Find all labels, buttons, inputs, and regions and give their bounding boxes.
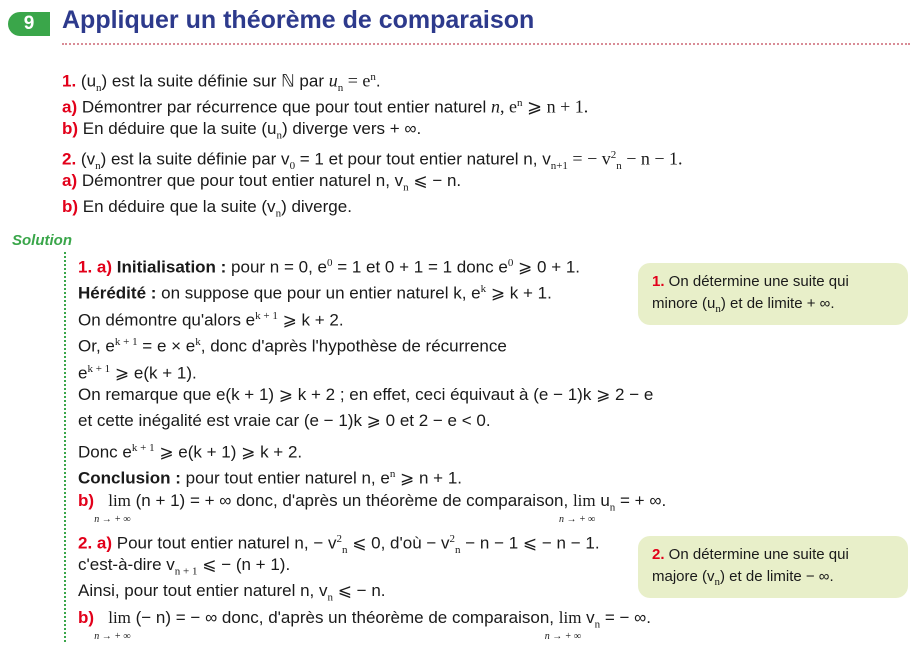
sol-l7-text: et cette inégalité est vraie car (e − 1)k ⩾ 0 et 2 − e < 0. (78, 411, 491, 431)
q2-text: (v (76, 149, 96, 169)
hint-2-number: 2. (652, 546, 665, 563)
solution-bar (64, 252, 66, 642)
sol-l10-sub: n (609, 500, 616, 513)
sol-line-5 (78, 356, 718, 382)
sol-l4-text: Or, e (78, 336, 115, 356)
sol-l14-lim2-word: lim (558, 607, 582, 627)
statement-b1 (62, 116, 912, 142)
sol-line-10 (78, 488, 718, 526)
sol-l1-text3: ⩾ 0 + 1. (513, 257, 581, 277)
hint-1-number: 1. (652, 273, 665, 290)
exercise-statement (62, 64, 912, 220)
q1-formula: u (328, 70, 338, 91)
hint-1-text2b: ) et de limite + ∞. (720, 295, 835, 312)
sol-l2-text2: ⩾ k + 1. (486, 284, 552, 304)
sol-l10-text2: u (595, 490, 610, 510)
sol-l14-lim2-sub: n → + ∞ (544, 630, 582, 642)
sol-l11-text2: ⩽ 0, d'où − v (347, 533, 450, 553)
sol-l1-sup: 0 (326, 257, 333, 269)
a2-rest: ⩽ − n. (408, 171, 462, 190)
solution-label: Solution (12, 232, 72, 249)
a1-label: a) (62, 97, 78, 117)
a1-sup: n (517, 97, 523, 109)
hint-1-text2a: minore (u (652, 295, 716, 312)
sol-l13-sub: n (327, 591, 333, 604)
b1-rest: ) diverge vers + ∞. (282, 119, 422, 138)
sol-l4-text2: = e × e (137, 336, 196, 356)
sol-line-14 (78, 605, 718, 641)
sol-l12-sub: n + 1 (174, 565, 198, 578)
sol-line-3 (78, 303, 718, 329)
q2-text5: − n − 1. (621, 148, 683, 169)
hint-note-2 (638, 536, 908, 598)
sol-l9-sup: n (389, 468, 396, 481)
exercise-title: Appliquer un théorème de comparaison (62, 6, 535, 34)
sol-l10-text3: = + ∞. (615, 490, 667, 510)
sol-line-12 (78, 552, 718, 578)
hint-2-text2b: ) et de limite − ∞. (720, 568, 834, 585)
sol-l11-sub2: n (455, 543, 461, 556)
b2-text: En déduire que la suite (v (78, 197, 276, 216)
sol-l11-sup2: 2 (449, 532, 456, 545)
q1-text: ) est la suite définie sur ℕ par (101, 71, 329, 91)
sol-line-13 (78, 578, 718, 604)
b1-text: En déduire que la suite (u (78, 119, 277, 138)
sol-line-1 (78, 250, 718, 276)
hint-2-line-1 (652, 544, 894, 566)
sol-heredite-label: Hérédité : (78, 284, 157, 304)
sol-l1-text: pour n = 0, e (226, 257, 327, 277)
sol-l5-text: e (78, 363, 88, 383)
q1-number: 1. (62, 71, 77, 91)
q1-formula-rest: = e (343, 70, 371, 91)
exercise-number-badge: 9 (8, 12, 50, 36)
hint-1-text: On détermine une suite qui (664, 273, 849, 290)
a1-text: Démontrer par récurrence que pour tout entier naturel (77, 97, 492, 117)
q2-sup2: 2 (610, 149, 617, 161)
sol-l10-text: (n + 1) = + ∞ donc, d'après un théorème de comparaison, (130, 490, 573, 510)
q2-sub0: 0 (289, 160, 296, 173)
hint-2-line-2 (652, 566, 894, 593)
sol-line-6 (78, 382, 718, 408)
exercise-header (0, 4, 921, 40)
sol-l13-text2: ⩽ − n. (332, 581, 386, 601)
sol-l12-text: c'est-à-dire v (78, 554, 175, 574)
sol-l10-lim-sub: n → + ∞ (94, 513, 131, 525)
sol-l9-text: pour tout entier naturel n, e (180, 468, 390, 488)
title-divider (62, 43, 910, 45)
q2-text3: = 1 et pour tout entier naturel n, v (295, 149, 551, 169)
sol-l4-sup2: k (195, 336, 201, 349)
a1-n: n (491, 96, 501, 117)
sol-l1-sup2: 0 (507, 257, 514, 269)
sol-l8-text2: ⩾ e(k + 1) ⩾ k + 2. (154, 442, 303, 462)
sol-line-9 (78, 461, 718, 487)
sol-line-8 (78, 435, 718, 461)
q1-u: (u (80, 71, 97, 91)
hint-1-sub: n (715, 303, 721, 315)
sol-l10-lim (94, 488, 131, 525)
sol-l11-sup: 2 (336, 532, 342, 545)
statement-a1 (62, 90, 912, 116)
sol-1b-label: b) (78, 490, 95, 510)
sol-l9-text2: ⩾ n + 1. (395, 468, 463, 488)
q2-number: 2. (62, 149, 77, 169)
sol-l11-text: Pour tout entier naturel n, − v (112, 533, 337, 553)
sol-l10-lim2-sub: n → + ∞ (558, 513, 596, 525)
solution-body (78, 250, 718, 641)
sol-l14-text2: v (581, 607, 595, 627)
sol-l10-lim2-word: lim (572, 490, 596, 510)
sol-l11-text3: − n − 1 ⩽ − n − 1. (460, 533, 600, 553)
sol-l14-text3: = − ∞. (600, 607, 652, 627)
sol-l8-text: Donc e (78, 442, 132, 462)
hint-2-sub: n (714, 576, 721, 588)
statement-b2 (62, 194, 912, 220)
sol-2a-label: 2. a) (78, 533, 113, 553)
q2-text4: = − v (567, 148, 611, 169)
sol-l11-sub: n (341, 543, 348, 556)
hint-2-text2a: majore (v (652, 568, 715, 585)
a2-sub: n (403, 181, 409, 194)
statement-q2 (62, 142, 912, 173)
q2-subn: n (616, 160, 622, 173)
sol-line-2 (78, 276, 718, 302)
sol-l3-sup: k + 1 (255, 309, 278, 322)
sol-line-11 (78, 526, 718, 556)
a1-sep: , e (500, 96, 518, 117)
sol-l3-text2: ⩾ k + 2. (277, 310, 344, 330)
b1-sub: n (276, 129, 283, 142)
q1-formula-sub: n (337, 82, 344, 95)
sol-l14-lim2 (544, 605, 582, 642)
sol-l14-lim (94, 605, 131, 642)
q2-sub: n (95, 160, 101, 173)
sol-l5-sup: k + 1 (87, 362, 111, 375)
a2-text: Démontrer que pour tout entier naturel n, v (77, 171, 404, 190)
sol-l4-sup: k + 1 (114, 336, 138, 349)
sol-l1-text2: = 1 et 0 + 1 = 1 donc e (332, 257, 508, 277)
statement-q1 (62, 64, 912, 95)
b1-label: b) (62, 119, 79, 138)
sol-l14-lim-sub: n → + ∞ (94, 630, 131, 642)
sol-l4-text3: , donc d'après l'hypothèse de récurrence (200, 336, 507, 356)
sol-l14-lim-word: lim (108, 607, 131, 627)
sol-l12-text2: ⩽ − (n + 1). (197, 554, 291, 574)
q1-u-sub: n (96, 82, 102, 95)
sol-l3-text: On démontre qu'alors e (78, 310, 256, 330)
sol-l6-text: On remarque que e(k + 1) ⩾ k + 2 ; en effet, ceci équivaut à (e − 1)k ⩾ 2 − e (78, 384, 654, 404)
sol-l8-sup: k + 1 (131, 441, 155, 454)
sol-2b-label: b) (78, 607, 95, 627)
sol-l14-text: (− n) = − ∞ donc, d'après un théorème de comparaison, (130, 607, 559, 627)
hint-1-line-1 (652, 271, 894, 293)
sol-line-4 (78, 329, 718, 355)
q1-formula-sup: n (370, 71, 376, 83)
a1-rest: ⩾ n + 1. (522, 96, 589, 117)
sol-conclusion-label: Conclusion : (78, 468, 181, 488)
q2-text2: ) est la suite définie par v (100, 149, 290, 169)
sol-l10-lim2 (558, 488, 596, 525)
a2-label: a) (62, 171, 78, 190)
statement-a2 (62, 168, 912, 194)
sol-1a-label: 1. a) (78, 257, 113, 277)
b2-rest: ) diverge. (281, 197, 352, 216)
sol-l10-lim-word: lim (108, 490, 131, 510)
b2-sub: n (275, 207, 282, 220)
hint-1-line-2 (652, 293, 894, 320)
sol-l2-sup: k (480, 283, 487, 296)
b2-label: b) (62, 197, 79, 216)
q2-subn1: n+1 (550, 160, 568, 173)
sol-line-7 (78, 408, 718, 434)
sol-init-label: Initialisation : (112, 257, 227, 277)
sol-l5-text2: ⩾ e(k + 1). (110, 363, 197, 383)
sol-l13-text: Ainsi, pour tout entier naturel n, v (78, 581, 328, 601)
q1-end: . (375, 71, 381, 91)
sol-l14-sub: n (594, 618, 601, 631)
hint-2-text: On détermine une suite qui (664, 546, 849, 563)
hint-note-1 (638, 263, 908, 325)
sol-l2-text: on suppose que pour un entier naturel k, e (156, 284, 481, 304)
